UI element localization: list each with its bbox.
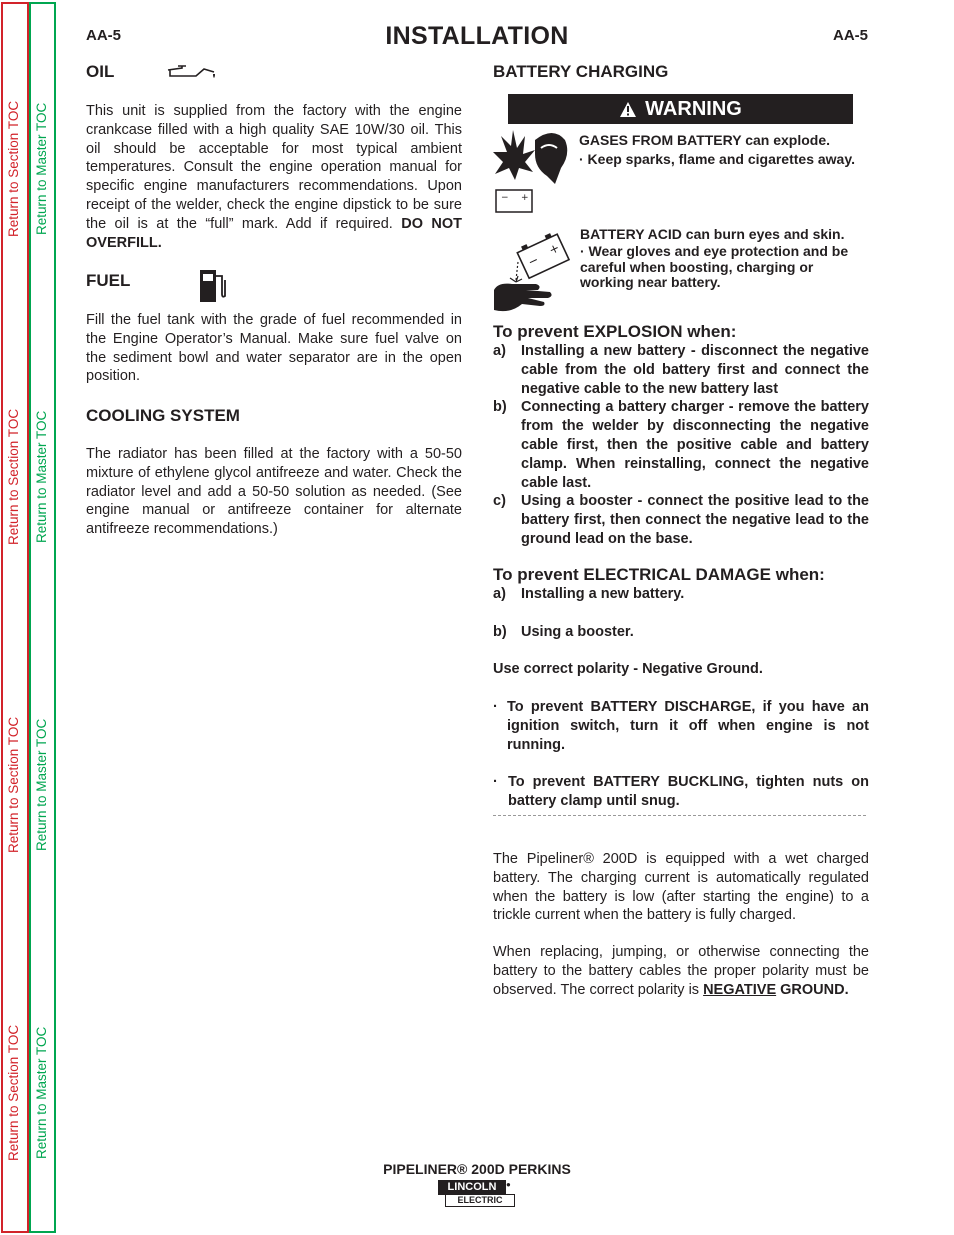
fuel-heading: FUEL (86, 271, 131, 290)
svg-text:−: − (501, 193, 509, 203)
battery-bullet-list (493, 698, 869, 811)
battery-explosion-icon (491, 128, 575, 214)
oil-text: This unit is supplied from the factory with the engine crankcase filled with a high quality SAE 10W/30 oil. This oil should be acceptable for most typical ambient temperatures. Consult the engine operation manual for specific engine manufacturers recommendations. Upon receipt of the welder, check the engine dipstick to be sure the oil is at the “full” mark. Add if required. (86, 103, 462, 232)
return-to-master-toc-link-3[interactable]: Return to Master TOC (34, 718, 49, 851)
return-to-section-toc-link-2[interactable]: Return to Section TOC (6, 408, 21, 545)
polarity-ground: GROUND. (780, 981, 849, 998)
list-item: a) Installing a new battery - disconnect the negative cable from the old battery first and connect the negative cable to the new battery last (493, 343, 869, 397)
gases-warning (579, 132, 859, 169)
warning-triangle-icon (619, 101, 637, 118)
list-item: a) Installing a new battery. (493, 586, 685, 602)
return-to-master-toc-link-1[interactable]: Return to Master TOC (34, 102, 49, 235)
battery-paragraph-1: The Pipeliner® 200D is equipped with a wet charged battery. The charging current is automatically regulated when the battery is low (after starting the engine) to a trickle current when the battery is fully charged. (493, 851, 869, 924)
battery-paragraph-2 (493, 943, 869, 999)
svg-text:+: + (521, 193, 529, 203)
cooling-system-paragraph: The radiator has been filled at the factory with a 50-50 mixture of ethylene glycol antifreeze and water. Check the radiator level and add a 50-50 solution as needed. (See engine manual or antifreeze container for alternate antifreeze recommendations.) (86, 446, 462, 538)
acid-warning (580, 225, 859, 291)
oil-overfill-warning: DO NOT OVERFILL. (86, 215, 462, 251)
svg-text:−: − (525, 252, 541, 270)
list-item: b) Using a booster. (493, 623, 634, 640)
oil-heading: OIL (86, 62, 115, 81)
acid-warning-title: BATTERY ACID can burn eyes and skin. (580, 226, 845, 242)
cooling-system-heading: COOLING SYSTEM (86, 406, 240, 425)
logo-registered-mark: ● (506, 1180, 511, 1189)
battery-acid-icon (492, 228, 576, 316)
list-item: · To prevent BATTERY DISCHARGE, if you have an ignition switch, turn it off when engine is not running. (493, 699, 869, 753)
logo-top-text: LINCOLN (438, 1180, 506, 1195)
polarity-text: When replacing, jumping, or otherwise connecting the battery to the battery cables the proper polarity must be observed. The correct polarity is (493, 944, 869, 998)
return-to-section-toc-link-3[interactable]: Return to Section TOC (6, 716, 21, 853)
section-divider (493, 815, 866, 816)
oil-paragraph (86, 102, 462, 252)
return-to-section-toc-link-4[interactable]: Return to Section TOC (6, 1024, 21, 1161)
gases-warning-bullet: · Keep sparks, flame and cigarettes away. (579, 151, 855, 167)
lincoln-electric-logo (437, 1180, 515, 1208)
warning-banner (508, 94, 853, 124)
return-to-section-toc-link-1[interactable]: Return to Section TOC (6, 100, 21, 237)
fuel-pump-icon (198, 266, 228, 304)
fuel-paragraph: Fill the fuel tank with the grade of fuel recommended in the Engine Operator’s Manual. Make sure fuel valve on the sediment bowl and water separator are in the open position. (86, 312, 462, 385)
explosion-heading: To prevent EXPLOSION when: (493, 322, 737, 341)
logo-bottom-text: ELECTRIC (445, 1194, 515, 1207)
polarity-note: Use correct polarity - Negative Ground. (493, 661, 763, 677)
electrical-damage-list (493, 585, 869, 642)
page-number-right: AA-5 (833, 27, 869, 44)
list-item: b) Connecting a battery charger - remove the battery from the welder by disconnecting the negative cable first, then the positive cable and battery clamp. When reinstalling, connect the negative cable last. (493, 399, 869, 491)
footer-model-name: PIPELINER® 200D PERKINS (383, 1161, 571, 1177)
gases-warning-title: GASES FROM BATTERY can explode. (579, 132, 831, 148)
polarity-negative: NEGATIVE (703, 981, 777, 998)
list-item: c) Using a booster - connect the positive lead to the battery first, then connect the negative lead to the ground lead on the base. (493, 493, 869, 547)
page-title: INSTALLATION (385, 22, 569, 50)
return-to-master-toc-link-2[interactable]: Return to Master TOC (34, 410, 49, 543)
battery-charging-heading: BATTERY CHARGING (493, 62, 669, 81)
acid-warning-bullet: · Wear gloves and eye protection and be careful when boosting, charging or working near battery. (580, 243, 849, 290)
oil-can-icon (164, 62, 218, 82)
svg-text:+: + (546, 240, 562, 258)
explosion-list (493, 342, 869, 549)
electrical-damage-heading: To prevent ELECTRICAL DAMAGE when: (493, 565, 825, 584)
warning-label: WARNING (645, 97, 742, 120)
return-to-master-toc-link-4[interactable]: Return to Master TOC (34, 1026, 49, 1159)
page-number-left: AA-5 (86, 27, 122, 44)
list-item: · To prevent BATTERY BUCKLING, tighten nuts on battery clamp until snug. (493, 774, 869, 810)
